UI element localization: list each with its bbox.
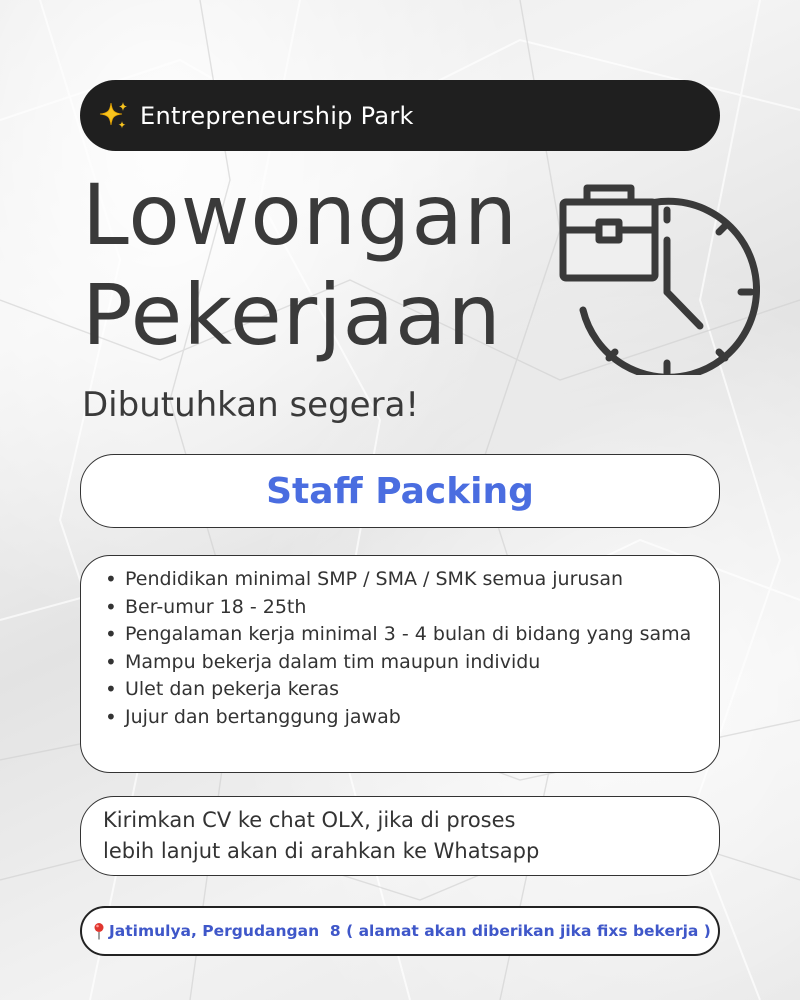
instruction-card bbox=[80, 796, 720, 876]
instruction-line-2: lebih lanjut akan di arahkan ke Whatsapp bbox=[103, 839, 540, 863]
location-text: Jatimulya, Pergudangan 8 ( alamat akan diberikan jika fixs bekerja ) bbox=[109, 922, 711, 940]
requirement-item: • Mampu bekerja dalam tim maupun individu bbox=[103, 649, 699, 677]
brand-label: Entrepreneurship Park bbox=[140, 101, 414, 130]
requirements-list bbox=[103, 566, 699, 731]
instruction-line-1: Kirimkan CV ke chat OLX, jika di proses bbox=[103, 808, 516, 832]
requirements-card bbox=[80, 555, 720, 773]
requirement-item: • Ulet dan pekerja keras bbox=[103, 676, 699, 704]
location-card bbox=[80, 906, 720, 956]
position-card bbox=[80, 454, 720, 528]
requirement-item: • Pengalaman kerja minimal 3 - 4 bulan di bidang yang sama bbox=[103, 621, 699, 649]
sparkles-icon bbox=[96, 99, 130, 133]
page-title bbox=[82, 165, 518, 365]
position-title: Staff Packing bbox=[266, 470, 534, 512]
briefcase-clock-icon bbox=[555, 180, 760, 375]
brand-bar bbox=[80, 80, 720, 151]
title-line-2: Pekerjaan bbox=[82, 266, 502, 364]
pin-icon bbox=[92, 922, 106, 940]
requirement-item: • Pendidikan minimal SMP / SMA / SMK semua jurusan bbox=[103, 566, 699, 594]
subheading: Dibutuhkan segera! bbox=[82, 385, 420, 425]
requirement-item: • Jujur dan bertanggung jawab bbox=[103, 704, 699, 732]
title-line-1: Lowongan bbox=[82, 166, 519, 264]
requirement-item: • Ber-umur 18 - 25th bbox=[103, 594, 699, 622]
